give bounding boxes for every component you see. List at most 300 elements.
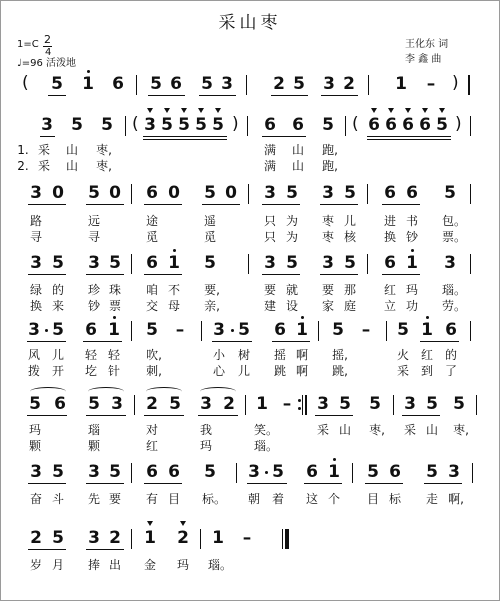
lyric-char: 朝 <box>247 492 260 506</box>
paren-close: ) <box>232 114 239 134</box>
jianpu-note: 3 <box>221 74 233 94</box>
jianpu-note: 2 <box>223 394 235 414</box>
accent-mark <box>215 108 221 113</box>
jianpu-note: 6 <box>54 394 66 414</box>
lyric-char: 圪 <box>84 364 97 378</box>
bar-line <box>247 116 248 136</box>
duration-underline <box>48 95 66 96</box>
lyric-char: 心 <box>212 364 225 378</box>
bar-line <box>470 116 471 136</box>
paren-close: ) <box>455 114 462 134</box>
bar-line <box>476 395 477 415</box>
lyric-char: 标 <box>388 492 401 506</box>
duration-underline <box>144 274 182 275</box>
jianpu-note: 6 <box>384 253 396 273</box>
lyric-char: 儿 <box>51 348 64 362</box>
lyric-char: 树 <box>237 348 250 362</box>
bar-line <box>393 395 394 415</box>
jianpu-note: 2 <box>109 528 121 548</box>
lyric-char: 核 <box>343 230 356 244</box>
jianpu-note: 6 <box>112 74 124 94</box>
jianpu-dash: – <box>426 74 436 94</box>
duration-underline <box>304 483 342 484</box>
lyric-char: 开 <box>51 364 64 378</box>
jianpu-note: 5 <box>52 462 64 482</box>
lyric-char: 摇 <box>273 348 286 362</box>
verse-label: 1. <box>17 143 29 157</box>
jianpu-note: 6 <box>445 320 457 340</box>
bar-line <box>352 463 353 483</box>
lyric-char: 途 <box>145 214 158 228</box>
lyric-char: 针 <box>107 364 120 378</box>
jianpu-note: 5 <box>29 394 41 414</box>
lyric-char: 只 <box>263 230 276 244</box>
lyric-char: 山 <box>65 143 78 157</box>
jianpu-note: 3 <box>144 115 156 135</box>
lyric-char: 火 <box>396 348 409 362</box>
bar-line <box>125 116 126 136</box>
bar-line <box>386 321 387 341</box>
jianpu-note: 3 <box>404 394 416 414</box>
jianpu-note: 5 <box>322 115 334 135</box>
accent-mark <box>181 108 187 113</box>
jianpu-note: 6 <box>419 115 431 135</box>
lyric-char: 着 <box>271 492 284 506</box>
lyric-char: 跳, <box>332 364 348 378</box>
repeat-bar-line <box>305 395 307 415</box>
lyric-char: 小 <box>212 348 225 362</box>
lyric-char: 拨 <box>27 364 40 378</box>
bar-line <box>245 395 246 415</box>
lyric-char: 要 <box>108 492 121 506</box>
lyric-char: 斗 <box>51 492 64 506</box>
lyric-char: 岁 <box>29 558 42 572</box>
duration-underline <box>148 95 185 96</box>
lyric-char: 庭 <box>343 299 356 313</box>
jianpu-note: 0 <box>168 183 180 203</box>
jianpu-note: 5 <box>178 115 190 135</box>
lyric-char: 寻 <box>87 230 100 244</box>
lyric-char: 换 <box>383 230 396 244</box>
octave-dot-above <box>113 316 116 319</box>
bar-line <box>131 529 132 549</box>
jianpu-note: 5 <box>52 528 64 548</box>
accent-mark <box>422 108 428 113</box>
lyric-char: 颗 <box>87 439 100 453</box>
jianpu-note: 6 <box>368 115 380 135</box>
time-signature-top: 2 <box>44 33 51 46</box>
jianpu-note: 5 <box>195 115 207 135</box>
lyric-char: 进 <box>383 214 396 228</box>
jianpu-note: 5 <box>238 320 250 340</box>
jianpu-note: 5 <box>344 183 356 203</box>
jianpu-note: 3 <box>444 253 456 273</box>
lyric-char: 瑙 <box>87 423 100 437</box>
jianpu-note: 5 <box>88 394 100 414</box>
lyric-char: 采 <box>37 159 50 173</box>
jianpu-note: 5 <box>332 320 344 340</box>
jianpu-note: 5 <box>369 394 381 414</box>
lyric-char: 出 <box>108 558 121 572</box>
jianpu-note: 1 <box>256 394 268 414</box>
lyric-char: 啊, <box>448 492 464 506</box>
lyric-char: 啊 <box>295 364 308 378</box>
duration-underline <box>28 204 66 205</box>
jianpu-note: 5 <box>109 462 121 482</box>
lyric-char: 绿 <box>29 283 42 297</box>
duration-underline <box>27 415 67 416</box>
bar-line <box>248 254 249 274</box>
lyric-char: 的 <box>444 348 457 362</box>
duration-underline <box>212 341 252 342</box>
lyric-char: 为 <box>285 214 298 228</box>
duration-underline <box>28 274 66 275</box>
duration-underline <box>424 483 462 484</box>
jianpu-note: 5 <box>71 115 83 135</box>
lyric-char: 这 <box>305 492 318 506</box>
lyric-char: 那 <box>343 283 356 297</box>
lyric-char: 枣, <box>96 143 112 157</box>
jianpu-note: 5 <box>286 183 298 203</box>
lyric-char: 满 <box>263 143 276 157</box>
jianpu-note: 3 <box>30 183 42 203</box>
lyric-char: 跳 <box>273 364 286 378</box>
lyric-char: 有 <box>145 492 158 506</box>
lyric-char: 走 <box>425 492 438 506</box>
jianpu-note: 1 <box>406 253 418 273</box>
jianpu-note: 3 <box>323 74 335 94</box>
lyric-char: 枣, <box>96 159 112 173</box>
duration-underline <box>315 415 353 416</box>
lyric-char: 寻 <box>29 230 42 244</box>
jianpu-note: 5 <box>204 183 216 203</box>
lyric-char: 瑙。 <box>442 283 467 297</box>
duration-underline <box>262 204 300 205</box>
lyric-char: 笑。 <box>254 423 279 437</box>
jianpu-note: 3 <box>248 462 260 482</box>
lyric-char: 儿 <box>343 214 356 228</box>
key-signature: 1=C <box>17 39 39 50</box>
bar-line <box>131 463 132 483</box>
jianpu-note: 5 <box>51 74 63 94</box>
accent-mark <box>164 108 170 113</box>
jianpu-note: 1 <box>395 74 407 94</box>
jianpu-note: 3 <box>200 394 212 414</box>
jianpu-note: 2 <box>177 528 189 548</box>
bar-line <box>131 254 132 274</box>
lyric-char: 来 <box>51 299 64 313</box>
jianpu-note: 6 <box>170 74 182 94</box>
lyric-char: 钞 <box>405 230 418 244</box>
jianpu-note: 0 <box>52 183 64 203</box>
jianpu-dash: – <box>282 394 292 414</box>
lyric-char: 山 <box>425 423 438 437</box>
jianpu-note: 6 <box>406 183 418 203</box>
duration-underline <box>271 95 308 96</box>
jianpu-note: 5 <box>444 183 456 203</box>
paren-open: ( <box>132 114 139 134</box>
duration-underline <box>247 483 287 484</box>
lyric-char: 目 <box>366 492 379 506</box>
lyric-char: 家 <box>321 299 334 313</box>
jianpu-note: 5 <box>204 253 216 273</box>
lyric-char: 咱 <box>145 283 158 297</box>
lyric-char: 不 <box>167 283 180 297</box>
lyric-char: 了 <box>444 364 457 378</box>
bar-line <box>236 463 237 483</box>
lyric-char: 交 <box>145 299 158 313</box>
duration-underline <box>28 549 66 550</box>
duration-underline <box>367 139 451 140</box>
song-title: 采山枣 <box>218 13 282 33</box>
accent-mark <box>180 521 186 526</box>
jianpu-note: 5 <box>52 320 64 340</box>
octave-dot-above <box>173 249 176 252</box>
repeat-dot <box>298 399 301 402</box>
lyric-char: 远 <box>87 214 100 228</box>
lyric-char: 劳。 <box>442 299 467 313</box>
lyric-char: 奋 <box>29 492 42 506</box>
bar-line <box>200 529 201 549</box>
lyric-char: 枣 <box>321 214 334 228</box>
lyric-char: 刺, <box>146 364 162 378</box>
jianpu-note: 5 <box>436 115 448 135</box>
duration-underline <box>143 139 227 140</box>
jianpu-note: 6 <box>168 462 180 482</box>
bar-line <box>136 75 137 95</box>
jianpu-note: 6 <box>389 462 401 482</box>
lyric-char: 个 <box>327 492 340 506</box>
octave-dot-above <box>301 316 304 319</box>
jianpu-note: 5 <box>426 462 438 482</box>
lyric-char: 的 <box>51 283 64 297</box>
duration-underline <box>367 136 451 137</box>
jianpu-note: 6 <box>402 115 414 135</box>
lyric-char: 采 <box>396 364 409 378</box>
jianpu-note: 5 <box>339 394 351 414</box>
bar-line <box>470 254 471 274</box>
jianpu-note: 6 <box>146 183 158 203</box>
accent-mark <box>147 521 153 526</box>
duration-underline <box>321 95 358 96</box>
bar-line <box>201 321 202 341</box>
duration-underline <box>144 483 182 484</box>
jianpu-note: 5 <box>212 115 224 135</box>
accent-mark <box>198 108 204 113</box>
lyric-char: 玛 <box>28 423 41 437</box>
lyric-char: 玛 <box>405 283 418 297</box>
duration-underline <box>144 204 182 205</box>
lyric-char: 功 <box>405 299 418 313</box>
jianpu-note: 3 <box>88 462 100 482</box>
lyric-char: 山 <box>291 143 304 157</box>
duration-underline <box>28 483 66 484</box>
jianpu-note: 5 <box>169 394 181 414</box>
jianpu-note: 3 <box>88 528 100 548</box>
jianpu-note: 1 <box>168 253 180 273</box>
duration-underline <box>202 204 240 205</box>
jianpu-note: 5 <box>344 253 356 273</box>
jianpu-note: 6 <box>85 320 97 340</box>
lyric-char: 儿 <box>237 364 250 378</box>
jianpu-note: 5 <box>367 462 379 482</box>
bar-line <box>131 321 132 341</box>
time-signature-bottom: 4 <box>45 47 52 58</box>
lyric-char: 颗 <box>28 439 41 453</box>
lyric-char: 金 <box>143 558 156 572</box>
lyric-char: 包。 <box>442 214 467 228</box>
jianpu-note: 3 <box>322 183 334 203</box>
jianpu-note: 5 <box>52 253 64 273</box>
lyric-char: 珍 <box>87 283 100 297</box>
jianpu-note: 6 <box>292 115 304 135</box>
octave-dot-above <box>333 458 336 461</box>
lyric-char: 觅 <box>145 230 158 244</box>
lyric-char: 山 <box>338 423 351 437</box>
repeat-dot <box>298 407 301 410</box>
jianpu-note: 1 <box>296 320 308 340</box>
accent-mark <box>388 108 394 113</box>
lyric-char: 就 <box>285 283 298 297</box>
lyric-char: 票 <box>108 299 121 313</box>
jianpu-note: 3 <box>30 253 42 273</box>
jianpu-note: 6 <box>264 115 276 135</box>
bar-line <box>368 75 369 95</box>
duration-underline <box>198 415 238 416</box>
lyric-char: 建 <box>263 299 276 313</box>
lyric-char: 钞 <box>87 299 100 313</box>
duration-underline <box>420 341 459 342</box>
lyric-char: 先 <box>87 492 100 506</box>
lyric-char: 枣 <box>321 230 334 244</box>
duration-underline <box>86 549 124 550</box>
paren-close: ) <box>452 73 459 93</box>
jianpu-note: 2 <box>30 528 42 548</box>
lyric-char: 为 <box>285 230 298 244</box>
repeat-bar-line <box>302 395 303 415</box>
bar-line <box>345 116 346 136</box>
composer-credit: 李 鑫 曲 <box>405 54 442 65</box>
jianpu-note: 5 <box>101 115 113 135</box>
duration-underline <box>382 274 420 275</box>
lyric-char: 珠 <box>108 283 121 297</box>
bar-line <box>131 184 132 204</box>
lyric-char: 捧 <box>87 558 100 572</box>
jianpu-note: 3 <box>41 115 53 135</box>
jianpu-note: 5 <box>426 394 438 414</box>
jianpu-note: 3 <box>448 462 460 482</box>
jianpu-note: 5 <box>88 183 100 203</box>
lyric-char: 要 <box>321 283 334 297</box>
lyric-char: 采 <box>37 143 50 157</box>
octave-dot-above <box>411 249 414 252</box>
lyric-char: 亲, <box>204 299 220 313</box>
duration-underline <box>143 136 227 137</box>
duration-underline <box>402 415 440 416</box>
lyric-char: 风 <box>27 348 40 362</box>
jianpu-note: 6 <box>306 462 318 482</box>
lyric-char: 我 <box>199 423 212 437</box>
bar-line <box>367 184 368 204</box>
lyric-char: 瑙。 <box>254 439 279 453</box>
lyric-char: 觅 <box>203 230 216 244</box>
duration-underline <box>27 341 66 342</box>
jianpu-note: 1 <box>328 462 340 482</box>
lyric-char: 立 <box>383 299 396 313</box>
duration-underline <box>199 95 236 96</box>
lyric-char: 采 <box>316 423 329 437</box>
lyric-char: 标。 <box>202 492 227 506</box>
duration-underline <box>262 274 300 275</box>
duration-underline <box>272 341 310 342</box>
lyric-char: 遥 <box>203 214 216 228</box>
duration-underline <box>86 204 124 205</box>
lyric-char: 目 <box>167 492 180 506</box>
jianpu-note: 5 <box>161 115 173 135</box>
jianpu-note: 0 <box>109 183 121 203</box>
lyric-char: 换 <box>29 299 42 313</box>
jianpu-note: 3 <box>88 253 100 273</box>
jianpu-note: 1 <box>421 320 433 340</box>
octave-dot-above <box>426 316 429 319</box>
lyric-char: 只 <box>263 214 276 228</box>
duration-underline <box>83 341 122 342</box>
lyric-char: 红 <box>145 439 158 453</box>
duration-underline <box>86 415 126 416</box>
lyric-char: 枣, <box>453 423 469 437</box>
jianpu-note: 5 <box>109 253 121 273</box>
lyric-char: 月 <box>51 558 64 572</box>
bar-line <box>470 184 471 204</box>
jianpu-note: 5 <box>286 253 298 273</box>
jianpu-note: 6 <box>146 253 158 273</box>
jianpu-note: 6 <box>385 115 397 135</box>
lyric-char: 红 <box>420 348 433 362</box>
lyric-char: 玛 <box>176 558 189 572</box>
paren-open: ( <box>352 114 359 134</box>
lyric-char: 跑, <box>322 159 338 173</box>
jianpu-note: 1 <box>108 320 120 340</box>
tempo-marking: ♩=96 活泼地 <box>17 58 76 69</box>
lyric-char: 枣, <box>369 423 385 437</box>
jianpu-note: 5 <box>146 320 158 340</box>
lyric-char: 要, <box>204 283 220 297</box>
jianpu-note: 6 <box>274 320 286 340</box>
final-bar-line <box>285 529 289 549</box>
jianpu-note: 1 <box>144 528 156 548</box>
jianpu-note: 5 <box>272 462 284 482</box>
duration-underline <box>40 136 55 137</box>
jianpu-note: 6 <box>146 462 158 482</box>
lyric-char: 书 <box>405 214 418 228</box>
accent-mark <box>439 108 445 113</box>
bar-line <box>468 75 470 95</box>
jianpu-note: 5 <box>150 74 162 94</box>
accent-mark <box>405 108 411 113</box>
jianpu-note: 1 <box>212 528 224 548</box>
duration-underline <box>86 274 124 275</box>
lyric-char: 红 <box>383 283 396 297</box>
lyric-char: 设 <box>285 299 298 313</box>
jianpu-note: 3 <box>213 320 225 340</box>
lyric-char: 山 <box>291 159 304 173</box>
jianpu-note: 0 <box>225 183 237 203</box>
bar-line <box>134 395 135 415</box>
jianpu-note: 3 <box>111 394 123 414</box>
bar-line <box>248 184 249 204</box>
bar-line <box>367 254 368 274</box>
jianpu-note: 5 <box>397 320 409 340</box>
